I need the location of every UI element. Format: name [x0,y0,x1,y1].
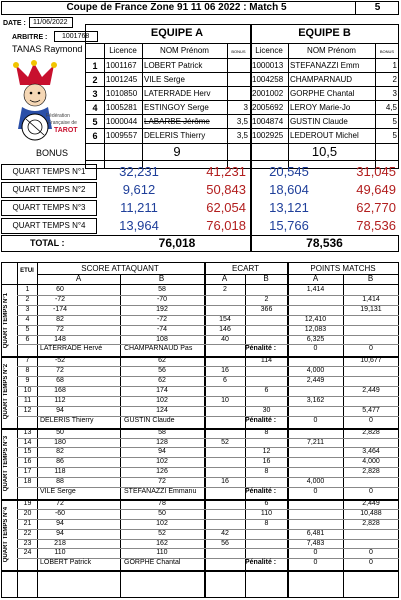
penalty-b-name: GUSTIN Claude [124,416,175,424]
player-a-bonus: 3 [243,103,248,112]
col-points-a: A [312,274,319,283]
penalty-a: 0 [313,559,318,567]
col-bonus-b: BONUS [379,49,395,54]
total-b-value: 78,536 [306,236,343,250]
score-a: 50 [56,428,64,436]
col-score-a: A [75,274,82,283]
points-b: 2,449 [362,499,380,507]
score-a: 112 [54,396,66,404]
score-a: 72 [56,367,64,375]
score-b: 128 [156,438,168,446]
player-a-name: LOBERT Patrick [144,61,203,70]
bonus-top-line [85,143,399,144]
points-a: 4,000 [306,367,325,375]
quart-b-partial: 15,766 [269,218,309,233]
score-a: 94 [56,529,64,537]
score-b: 78 [158,499,166,507]
etui-number: 21 [23,519,32,527]
ecart-b: 8 [264,519,269,527]
player-b-name: GUSTIN Claude [290,117,348,126]
score-a: -60 [54,509,66,517]
player-a-name: LABARBE Jérôme [144,117,210,126]
player-b-bonus: 4,5 [385,103,397,112]
score-a: 86 [56,458,64,466]
score-b: 102 [156,519,168,527]
etui-number: 11 [23,396,32,404]
quart-b-cumul: 78,536 [356,218,396,233]
total-label: TOTAL : [30,238,65,248]
player-a-name: ESTINGOY Serge [144,103,209,112]
penalty-b: 0 [369,488,373,495]
ecart-a: 56 [221,539,229,547]
quart-a-partial: 9,612 [122,182,156,197]
col-etui: ETUI [20,268,34,274]
player-b-licence: 2001002 [252,89,284,98]
bonus-a-value: 9 [173,145,181,159]
player-a-bonus: 3,5 [236,117,248,126]
federation-logo [4,57,84,149]
ecart-b: 12 [262,448,271,456]
player-a-licence: 1009557 [106,131,138,140]
team-row-line [85,100,399,101]
points-b: 2,449 [362,387,380,394]
quart-label: QUART TEMPS N°2 [12,185,86,194]
penalty-a-name: LOBERT Patrick [40,559,92,567]
points-b: 0 [369,549,373,557]
quart-b-cumul: 49,649 [356,182,396,197]
score-b: 102 [156,396,168,404]
ecart-a: 16 [221,478,229,486]
etui-number: 19 [23,499,32,507]
score-a: 88 [56,478,64,486]
col-ecart: ECART [232,264,259,273]
score-b: 52 [158,529,166,537]
penalite-label: Pénalité : [245,416,277,424]
etui-number: 16 [23,458,32,466]
etui-number: 14 [23,438,32,446]
ecart-b: 8 [264,468,269,476]
quart-a-cumul: 41,231 [206,164,246,179]
team-a-label: EQUIPE A [150,27,204,39]
quart-vertical-label: QUART TEMPS N°2 [3,364,9,420]
player-b-licence: 1004258 [252,75,284,84]
score-a: 72 [56,499,64,507]
score-v-sa [120,274,121,598]
score-b: 102 [156,458,168,466]
col-score: SCORE ATTAQUANT [81,264,159,273]
etui-number: 8 [25,367,30,375]
player-b-name: LEDEROUT Michel [290,131,359,140]
score-a: 94 [56,406,64,414]
points-a: 0 [313,549,318,557]
player-a-name: LATERRADE Herv [144,89,211,98]
etui-number: 6 [25,335,30,343]
quart-vertical-label: QUART TEMPS N°1 [3,292,9,349]
points-b: 4,000 [362,458,380,466]
player-number: 2 [92,75,98,85]
player-b-licence: 1000013 [252,61,284,70]
col-ecart-b: B [263,274,269,283]
player-a-name: DELERIS Thierry [144,131,206,140]
date-value: 11/06/2022 [33,19,68,26]
score-b: -72 [156,315,168,323]
penalty-b: 0 [369,345,373,353]
ecart-b: 6 [264,387,269,394]
team-row-line [85,72,399,73]
ecart-b: 30 [262,406,271,414]
page-number: 5 [374,2,381,13]
etui-number: 15 [23,448,32,456]
score-a: 218 [54,539,66,547]
score-b: 62 [158,377,166,385]
bonus-label: BONUS [35,148,68,158]
points-b: 2,828 [362,428,380,436]
quart-vertical-label: QUART TEMPS N°4 [3,506,9,563]
penalty-a: 0 [313,488,318,495]
score-b: 108 [156,335,168,343]
points-b: 2,828 [362,468,380,476]
penalty-a: 0 [313,345,318,353]
etui-number: 9 [25,377,30,385]
quart-label: QUART TEMPS N°4 [12,221,86,230]
score-a: 180 [54,438,66,446]
etui-number: 18 [23,478,32,486]
player-b-name: STEFANAZZI Emm [290,61,360,70]
score-b: 56 [158,367,166,375]
player-b-licence: 1002925 [252,131,284,140]
score-b: 50 [158,509,166,517]
player-number: 4 [92,103,98,113]
penalty-b-name: CHAMPARNAUD Pas [124,345,193,353]
penalite-label: Pénalité : [245,345,277,353]
etui-number: 2 [25,295,30,303]
player-b-name: GORPHE Chantal [290,89,355,98]
ecart-b: 110 [260,509,273,517]
ecart-a: 154 [219,315,231,323]
ecart-a: 6 [223,377,227,385]
quart-label: QUART TEMPS N°3 [12,203,86,212]
quart-block-line [1,570,399,572]
player-a-bonus: 3,5 [236,131,248,140]
etui-number: 1 [25,286,30,293]
ecart-a: 146 [219,325,231,333]
quart-a-partial: 32,231 [119,164,159,179]
etui-number: 13 [23,428,32,436]
etui-number: 12 [23,406,32,414]
etui-number: 10 [23,387,32,394]
etui-number: 20 [23,509,32,517]
player-b-bonus: 2 [392,75,397,84]
quart-b-cumul: 31,045 [356,164,396,179]
ecart-a: 2 [223,286,227,293]
col-name-a: NOM Prénom [160,46,209,55]
score-a: 148 [54,335,66,343]
col-ecart-a: A [221,274,228,283]
etui-number: 4 [25,315,30,323]
col-name-b: NOM Prénom [307,46,356,55]
col-points: POINTS MATCHS [310,264,376,273]
score-b: -74 [156,325,168,333]
etui-number: 7 [25,357,30,365]
quart-b-partial: 20,545 [269,164,309,179]
total-a-value: 76,018 [158,236,196,250]
points-b: 5,477 [362,406,380,414]
score-a: 168 [54,387,66,394]
penalite-label: Pénalité : [245,559,277,567]
penalty-a: 0 [313,416,318,424]
etui-number: 23 [23,539,32,547]
bonus-bottom-line [85,160,399,161]
quart-b-cumul: 62,770 [356,200,396,215]
player-number: 5 [92,117,98,127]
logo-line-3: TAROT [54,127,78,134]
etui-number: 3 [25,305,30,313]
points-b: 2,828 [362,519,380,527]
date-label: DATE : [3,20,26,27]
quart-label: QUART TEMPS N°1 [12,167,86,176]
page-title: Coupe de France Zone 91 11 06 2022 : Match 5 [66,2,287,13]
score-a: 94 [56,519,64,527]
player-b-name: CHAMPARNAUD [290,75,353,84]
player-b-licence: 1004874 [252,117,284,126]
team-row-line [85,128,399,129]
score-b: 58 [158,428,166,436]
penalty-a-name: DELERIS Thierry [40,416,94,424]
player-a-licence: 1010850 [106,89,138,98]
score-b: 126 [156,468,168,476]
points-a: 12,083 [304,325,327,333]
teams-header-line [85,43,399,44]
score-a: 82 [56,315,64,323]
score-b: 162 [156,539,168,547]
quart-a-cumul: 62,054 [206,200,246,215]
points-b: 10,677 [360,357,382,365]
ecart-a: 40 [221,335,229,343]
penalty-b: 0 [369,416,373,424]
penalty-a-name: LATERRADE Hervé [40,345,103,353]
points-a: 4,000 [306,478,325,486]
player-b-bonus: 1 [392,61,397,70]
col-points-b: B [367,274,374,283]
player-a-name: VILE Serge [144,75,185,84]
score-a: 68 [56,377,64,385]
quart-a-partial: 13,964 [119,218,159,233]
col-licence-b: Licence [255,46,283,55]
score-a: -52 [54,357,66,365]
quart-a-cumul: 76,018 [206,218,246,233]
score-a: 118 [54,468,66,476]
ecart-a: 10 [221,396,229,404]
ecart-b: 8 [264,428,269,436]
player-b-licence: 2005692 [252,103,284,112]
points-a: 1,414 [306,286,325,293]
score-a: 110 [54,549,66,557]
ecart-a: 16 [221,367,229,375]
score-a: 60 [56,286,64,293]
score-a: 72 [56,325,64,333]
ecart-b: 2 [264,295,269,303]
ecart-b: 16 [262,458,271,466]
quart-b-partial: 18,604 [269,182,309,197]
score-b: -70 [156,295,168,303]
player-b-bonus: 5 [392,131,397,140]
points-a: 2,449 [306,377,325,385]
logo-line-1: Fédération [46,113,70,119]
penalty-b: 0 [369,559,373,567]
player-number: 1 [92,61,98,71]
player-b-bonus: 3 [392,89,397,98]
team-b-label: EQUIPE B [298,27,351,39]
score-b: 94 [158,448,166,456]
quart-split [250,162,252,235]
penalite-label: Pénalité : [245,488,277,495]
etui-number: 22 [23,529,32,537]
score-b: 110 [156,549,168,557]
col-bonus-a: BONUS [231,49,246,54]
jester-logo-icon [4,57,84,149]
arbitre-name: TANAS Raymond [12,44,83,54]
points-b: 1,414 [362,295,380,303]
score-b: 72 [158,478,166,486]
quart-a-partial: 11,211 [120,200,158,215]
player-number: 6 [92,131,98,141]
player-b-bonus: 5 [392,117,397,126]
quart-b-partial: 13,121 [269,200,309,215]
etui-number: 24 [23,549,32,557]
quart-a-cumul: 50,843 [206,182,246,197]
ecart-b: 114 [260,357,273,365]
points-a: 12,410 [304,315,327,323]
score-a: 82 [56,448,64,456]
etui-number: 5 [25,325,30,333]
team-row-line [85,114,399,115]
points-a: 3,162 [306,396,325,404]
etui-number: 17 [23,468,32,476]
ecart-b: 366 [260,305,273,313]
arbitre-label: ARBITRE : [12,34,48,41]
teams-subheader-line [85,58,399,59]
bonus-b-value: 10,5 [311,145,338,159]
player-a-licence: 1001245 [106,75,138,84]
ecart-a: 52 [221,438,229,446]
points-b: 10,488 [360,509,382,517]
team-row-line [85,86,399,87]
player-b-name: LEROY Marie-Jo [290,103,351,112]
score-b: 58 [158,286,166,293]
player-a-licence: 1005281 [106,103,138,112]
penalty-a-name: VILE Serge [40,488,76,495]
col-score-b: B [158,274,165,283]
ecart-a: 42 [221,529,229,537]
points-a: 7,211 [307,438,324,446]
score-b: 124 [156,406,168,414]
player-a-licence: 1001167 [106,61,137,70]
col-licence-a: Licence [109,46,137,55]
points-a: 7,483 [306,539,325,547]
logo-line-2: Française de [48,120,77,126]
score-b: 62 [158,357,166,365]
player-a-licence: 1000044 [106,117,138,126]
points-b: 3,464 [362,448,380,456]
score-b: 174 [156,387,168,394]
points-a: 6,325 [306,335,325,343]
points-a: 6,481 [306,529,325,537]
score-a: -72 [54,295,66,303]
score-a: -174 [52,305,67,313]
player-number: 3 [92,89,98,99]
arbitre-licence: 1001768 [62,33,90,40]
ecart-b: 6 [264,499,269,507]
score-b: 192 [156,305,168,313]
points-b: 19,131 [360,305,382,313]
penalty-b-name: GORPHE Chantal [124,559,181,567]
quart-vertical-label: QUART TEMPS N°3 [3,435,9,491]
penalty-b-name: STEFANAZZI Emmanu [124,488,197,495]
